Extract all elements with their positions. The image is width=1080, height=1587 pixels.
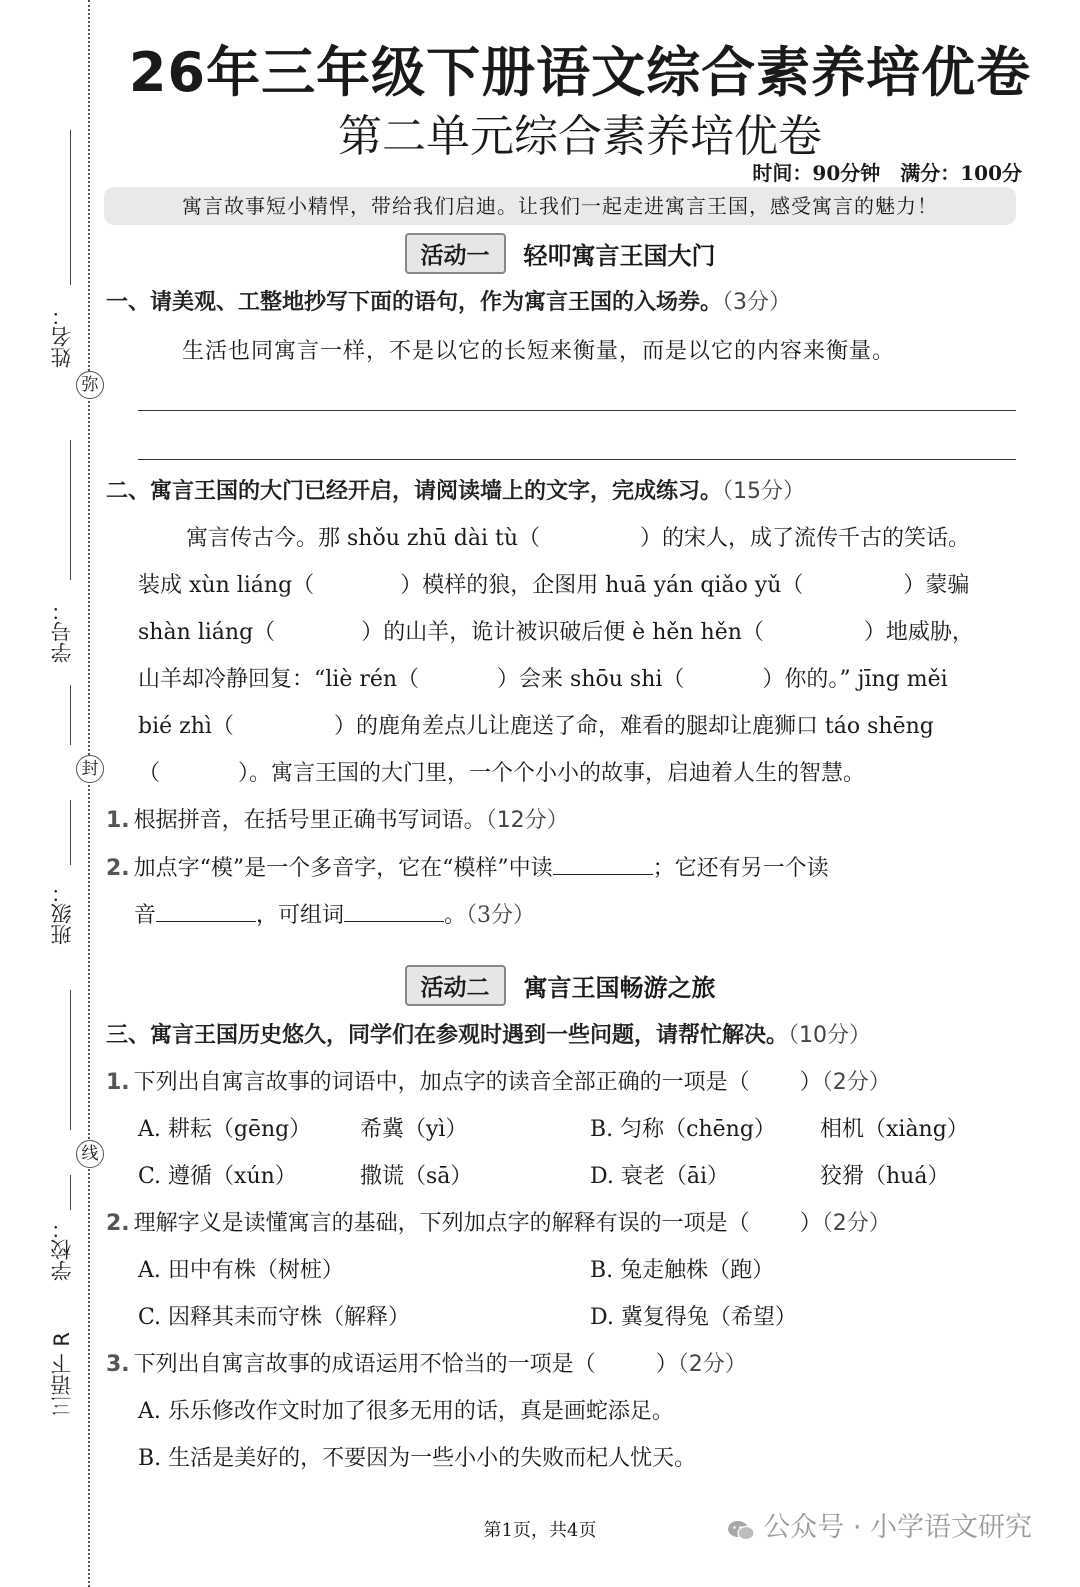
- option-b-1: B. 匀称（chēng）: [590, 1117, 776, 1142]
- activity-one-tag: 活动一: [405, 233, 506, 274]
- margin-rule-2: [70, 990, 71, 1130]
- option-a-sentence: A. 乐乐修改作文时加了很多无用的话，真是画蛇添足。: [138, 1399, 674, 1424]
- passage-line-5: bié zhì（ ）的鹿角差点儿让鹿送了命，难看的腿却让鹿狮口 táo shēng: [138, 714, 934, 739]
- question-1-title: 一、请美观、工整地抄写下面的语句，作为寓言王国的入场券。（3分）: [106, 290, 792, 315]
- activity-two-header: [104, 965, 1016, 1006]
- option-a: A. 田中有株（树桩）: [138, 1258, 344, 1283]
- option-a-2: 希冀（yì）: [360, 1117, 468, 1142]
- passage-line-1: 寓言传古今。那 shǒu zhū dài tù（ ）的宋人，成了流传千古的笑话。: [186, 526, 971, 551]
- option-b-sentence: B. 生活是美好的，不要因为一些小小的失败而杞人忧天。: [138, 1446, 697, 1471]
- copy-write-line-2[interactable]: [138, 459, 1016, 460]
- activity-one-name: 轻叩寓言王国大门: [523, 242, 716, 270]
- watermark: 公众号 · 小学语文研究: [727, 1505, 1032, 1544]
- margin-rule: [70, 685, 71, 745]
- activity-one-header: [104, 233, 1016, 274]
- page-title: 26年三年级下册语文综合素养培优卷: [128, 41, 1032, 104]
- option-a-1: A. 耕耘（gēng）: [138, 1117, 312, 1142]
- question-3-sub-1: 1. 下列出自寓言故事的词语中，加点字的读音全部正确的一项是（ ）（2分）: [106, 1070, 891, 1095]
- question-3-sub-3: 3. 下列出自寓言故事的成语运用不恰当的一项是（ ）（2分）: [106, 1352, 747, 1377]
- pronunciation-blank[interactable]: [553, 852, 653, 875]
- grade-code: 三语下 R: [50, 1332, 74, 1417]
- seal-feng: 封: [76, 755, 104, 783]
- student-no-fill-line: [70, 440, 71, 580]
- class-label: 班级：: [50, 882, 74, 945]
- option-d: D. 冀复得兔（希望）: [590, 1305, 797, 1330]
- copy-sentence: 生活也同寓言一样，不是以它的长短来衡量，而是以它的内容来衡量。: [182, 339, 896, 364]
- binding-dotted-line: [88, 0, 90, 1587]
- option-b-2: 相机（xiàng）: [820, 1117, 969, 1142]
- question-3-score: （10分）: [788, 1023, 872, 1048]
- question-3-sub-2: 2. 理解字义是读懂寓言的基础，下列加点字的解释有误的一项是（ ）（2分）: [106, 1211, 891, 1236]
- passage-line-2: 装成 xùn liáng（ ）模样的狼，企图用 huā yán qiǎo yǔ（ ）蒙骗: [138, 573, 970, 598]
- option-b: B. 兔走触株（跑）: [590, 1258, 775, 1283]
- option-c: C. 因释其耒而守株（解释）: [138, 1305, 411, 1330]
- seal-xian: 线: [76, 1140, 104, 1168]
- seal-mi: 弥: [76, 371, 104, 399]
- word-blank[interactable]: [344, 899, 444, 922]
- option-c-1: C. 遵循（xún）: [138, 1164, 297, 1189]
- question-1-score: （3分）: [722, 290, 792, 315]
- other-pronunciation-blank[interactable]: [156, 899, 256, 922]
- question-2-sub-2-cont: 音 ，可组词 。（3分）: [134, 899, 535, 932]
- passage-line-3: shàn liáng（ ）的山羊，诡计被识破后便 è hěn hěn（ ）地威胁，: [138, 620, 974, 645]
- passage-line-6: （ ）。寓言王国的大门里，一个个小小的故事，启迪着人生的智慧。: [138, 761, 866, 786]
- question-2-sub-2: 2. 加点字“模”是一个多音字，它在“模样”中读 ；它还有另一个读: [106, 852, 829, 885]
- name-label: 姓名：: [50, 305, 74, 368]
- page-number: 第1页，共4页: [483, 1520, 597, 1541]
- activity-two-name: 寓言王国畅游之旅: [523, 974, 716, 1002]
- copy-write-line-1[interactable]: [138, 410, 1016, 411]
- question-2-score: （15分）: [722, 479, 806, 504]
- question-2-sub-1: 1. 根据拼音，在括号里正确书写词语。（12分）: [106, 808, 569, 833]
- name-fill-line: [70, 130, 71, 285]
- option-d-1: D. 衰老（āi）: [590, 1164, 729, 1189]
- activity-two-tag: 活动二: [405, 965, 506, 1006]
- school-label: 学校：: [50, 1218, 74, 1281]
- question-3-title: 三、寓言王国历史悠久，同学们在参观时遇到一些问题，请帮忙解决。（10分）: [106, 1023, 872, 1048]
- option-c-2: 撒谎（sā）: [360, 1164, 473, 1189]
- question-2-title: 二、寓言王国的大门已经开启，请阅读墙上的文字，完成练习。（15分）: [106, 479, 806, 504]
- time-score-info: 时间：90分钟 满分：100分: [752, 161, 1022, 185]
- school-fill-line: [70, 1175, 71, 1210]
- page-subtitle: 第二单元综合素养培优卷: [338, 111, 822, 162]
- option-d-2: 狡猾（huá）: [820, 1164, 950, 1189]
- passage-line-4: 山羊却冷静回复：“liè rén（ ）会来 shōu shi（ ）你的。” jīng měi: [138, 667, 948, 692]
- intro-banner: 寓言故事短小精悍，带给我们启迪。让我们一起走进寓言王国，感受寓言的魅力！: [104, 187, 1016, 225]
- class-fill-line: [70, 800, 71, 865]
- student-no-label: 学号：: [50, 600, 74, 663]
- wechat-icon: [727, 1518, 755, 1540]
